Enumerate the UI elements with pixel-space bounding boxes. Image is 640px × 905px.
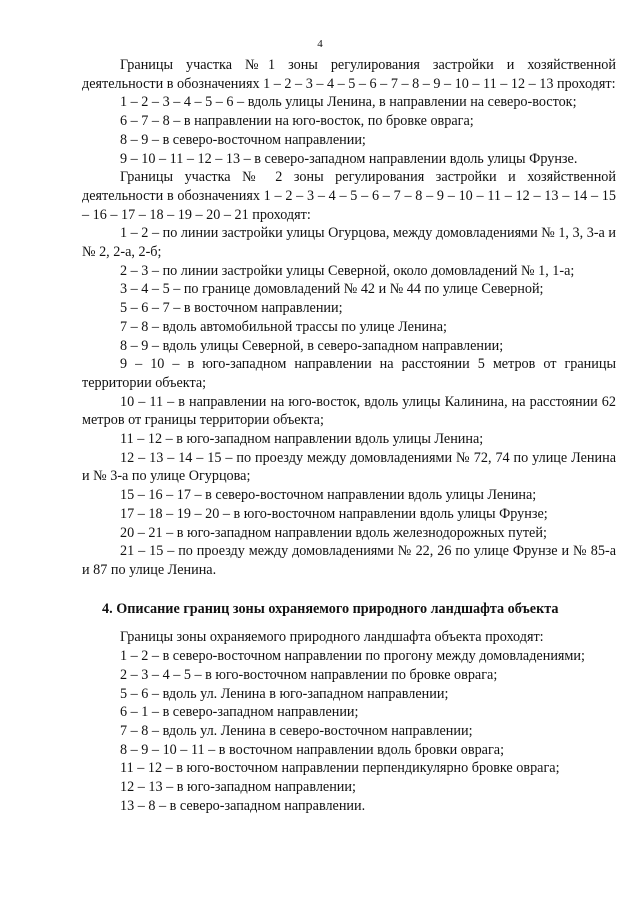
page-number: 4 <box>317 38 323 50</box>
plot2-item: 9 – 10 – в юго-западном направлении на расстоянии 5 метров от границы территории объекта; <box>82 356 616 391</box>
section4-item: 1 – 2 – в северо-восточном направлении по прогону между домовладениями; <box>120 648 585 665</box>
section4-item: 5 – 6 – вдоль ул. Ленина в юго-западном направлении; <box>120 685 449 702</box>
plot2-item: 21 – 15 – по проезду между домовладениями № 22, 26 по улице Фрунзе и № 85-а и 87 по улице Ленина. <box>82 543 616 578</box>
plot1-item: 8 – 9 – в северо-восточном направлении; <box>120 131 366 148</box>
section4-item: 2 – 3 – 4 – 5 – в юго-восточном направлении по бровке оврага; <box>120 666 498 683</box>
section4-item: 8 – 9 – 10 – 11 – в восточном направлении вдоль бровки оврага; <box>120 741 505 758</box>
plot2-item: 15 – 16 – 17 – в северо-восточном направлении вдоль улицы Ленина; <box>120 487 537 504</box>
plot1-intro: Границы участка №1 зоны регулирования застройки и хозяйственной деятельности в обозначениях 1 – 2 – 3 – 4 – 5 – 6 – 7 – 8 – 9 – 10 – 11 – 12 – 13 проходят: <box>82 57 616 92</box>
plot2-item: 1 – 2 – по линии застройки улицы Огурцова, между домовладениями № 1, 3, 3-а и № 2, 2-а, 2-б; <box>82 225 616 261</box>
plot2-item: 12 – 13 – 14 – 15 – по проезду между домовладениями № 72, 74 по улице Ленина и № 3-а по улице Огурцова; <box>82 449 616 485</box>
plot2-item: 5 – 6 – 7 – в восточном направлении; <box>120 300 343 317</box>
plot2-item: 3 – 4 – 5 – по границе домовладений № 42 и № 44 по улице Северной; <box>120 281 544 298</box>
plot2-item: 11 – 12 – в юго-западном направлении вдоль улицы Ленина; <box>120 431 484 448</box>
section4-item: 12 – 13 – в юго-западном направлении; <box>120 779 356 796</box>
plot2-item: 2 – 3 – по линии застройки улицы Северной, около домовладений № 1, 1-а; <box>120 262 575 279</box>
plot2-item: 8 – 9 – вдоль улицы Северной, в северо-западном направлении; <box>120 337 504 354</box>
section4-intro: Границы зоны охраняемого природного ландшафта объекта проходят: <box>120 629 544 646</box>
section4-item: 6 – 1 – в северо-западном направлении; <box>120 704 359 721</box>
plot2-item: 17 – 18 – 19 – 20 – в юго-восточном направлении вдоль улицы Фрунзе; <box>120 505 548 522</box>
document-body <box>82 56 616 815</box>
plot1-item: 9 – 10 – 11 – 12 – 13 – в северо-западном направлении вдоль улицы Фрунзе. <box>120 150 578 167</box>
section4-item: 13 – 8 – в северо-западном направлении. <box>120 797 366 814</box>
section4-item: 7 – 8 – вдоль ул. Ленина в северо-восточном направлении; <box>120 722 473 739</box>
plot1-item: 1 – 2 – 3 – 4 – 5 – 6 – вдоль улицы Ленина, в направлении на северо-восток; <box>120 94 577 111</box>
section4-item: 11 – 12 – в юго-восточном направлении перпендикулярно бровке оврага; <box>120 760 560 777</box>
section4-heading: 4. Описание границ зоны охраняемого природного ландшафта объекта <box>102 600 559 617</box>
plot2-intro: Границы участка № 2 зоны регулирования застройки и хозяйственной деятельности в обозначениях 1 – 2 – 3 – 4 – 5 – 6 – 7 – 8 – 9 – 10 – 11 – 12 – 13 – 14 – 15 – 16 – 17 – 18 – 19 – 20 – 21 проходят: <box>82 169 616 223</box>
plot2-item: 10 – 11 – в направлении на юго-восток, вдоль улицы Калинина, на расстоянии 62 метров от границы территории объекта; <box>82 393 616 429</box>
plot1-item: 6 – 7 – 8 – в направлении на юго-восток, по бровке оврага; <box>120 113 474 130</box>
plot2-item: 7 – 8 – вдоль автомобильной трассы по улице Ленина; <box>120 318 447 335</box>
plot2-item: 20 – 21 – в юго-западном направлении вдоль железнодорожных путей; <box>120 524 547 541</box>
